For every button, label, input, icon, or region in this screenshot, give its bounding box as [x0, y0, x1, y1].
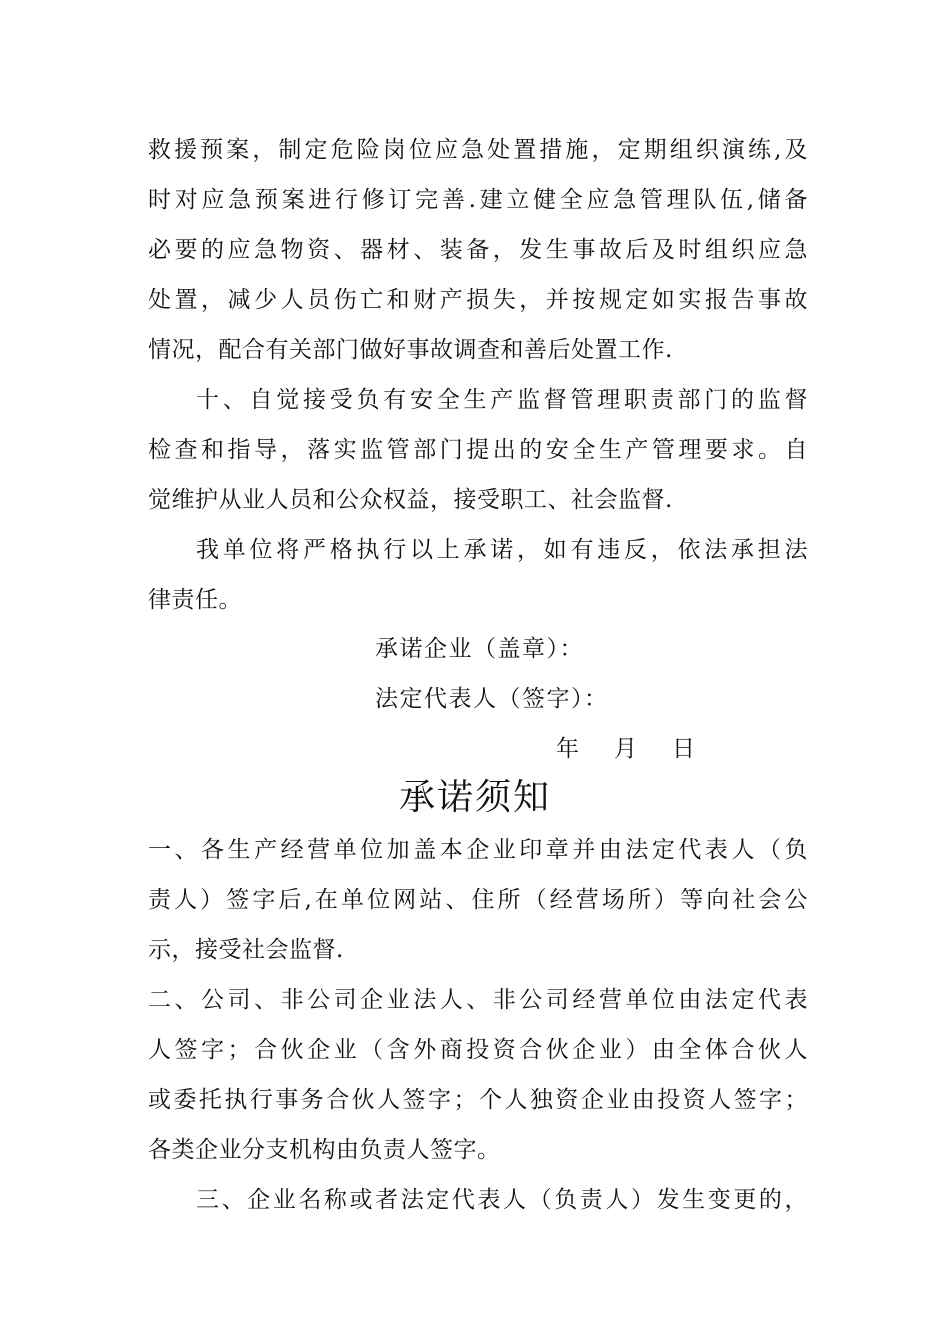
notice-item-2-line-1: 二、公司、非公司企业法人、非公司经营单位由法定代表	[148, 987, 808, 1013]
notice-item-3-line-1: 三、企业名称或者法定代表人（负责人）发生变更的，	[196, 1187, 808, 1213]
paragraph-9-line-3: 必要的应急物资、器材、装备，发生事故后及时组织应急	[148, 237, 808, 263]
notice-item-2-line-2: 人签字；合伙企业（含外商投资合伙企业）由全体合伙人	[148, 1037, 808, 1063]
notice-title: 承诺须知	[398, 777, 551, 818]
paragraph-10-line-1: 十、自觉接受负有安全生产监督管理职责部门的监督	[196, 387, 808, 413]
closing-line-1: 我单位将严格执行以上承诺，如有违反，依法承担法	[196, 537, 808, 563]
notice-item-1-line-2: 责人）签字后,在单位网站、住所（经营场所）等向社会公	[148, 887, 808, 913]
paragraph-9-line-4: 处置，减少人员伤亡和财产损失，并按规定如实报告事故	[148, 287, 808, 313]
closing-line-2: 律责任。	[148, 587, 242, 613]
company-seal-label: 承诺企业（盖章）：	[375, 636, 584, 662]
notice-item-2-line-4: 各类企业分支机构由负责人签字。	[148, 1137, 501, 1163]
paragraph-9-line-2: 时对应急预案进行修订完善.建立健全应急管理队伍,储备	[148, 187, 808, 213]
paragraph-9-line-1: 救援预案，制定危险岗位应急处置措施，定期组织演练,及	[148, 137, 808, 163]
paragraph-10-line-2: 检查和指导，落实监管部门提出的安全生产管理要求。自	[148, 437, 808, 463]
notice-item-1-line-1: 一、各生产经营单位加盖本企业印章并由法定代表人（负	[148, 837, 808, 863]
legal-representative-label: 法定代表人（签字）：	[375, 686, 609, 712]
paragraph-10-line-3: 觉维护从业人员和公众权益，接受职工、社会监督.	[148, 487, 673, 513]
notice-item-1-line-3: 示，接受社会监督.	[148, 937, 344, 963]
date-label: 年 月 日	[556, 736, 701, 762]
paragraph-9-line-5: 情况，配合有关部门做好事故调查和善后处置工作.	[148, 337, 673, 363]
notice-item-2-line-3: 或委托执行事务合伙人签字；个人独资企业由投资人签字；	[148, 1087, 808, 1113]
